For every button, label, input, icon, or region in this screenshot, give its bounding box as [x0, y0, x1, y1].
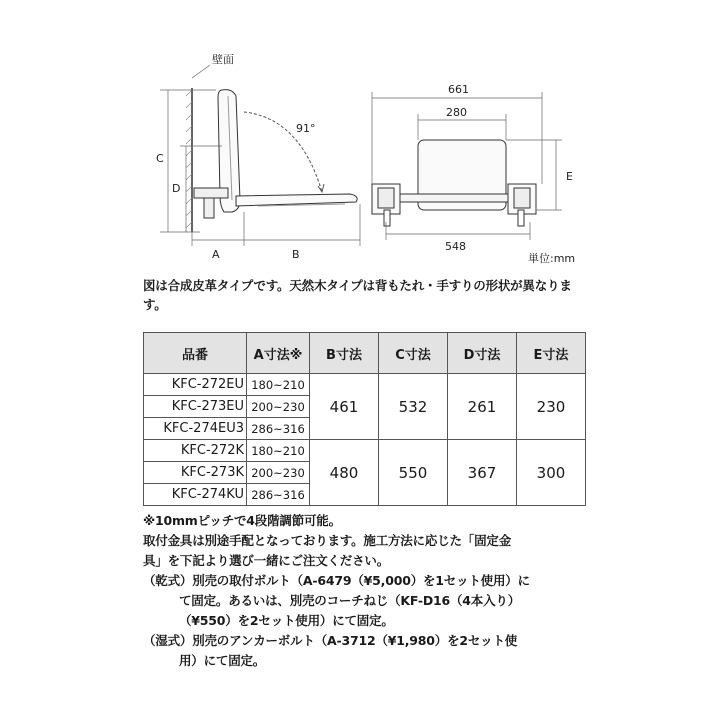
table-row [144, 374, 586, 396]
wet-note-line-2: 用）にて固定。 [179, 653, 266, 668]
model-cell: KFC-274EU3 [144, 418, 247, 440]
e-value-cell: 300 [517, 440, 586, 506]
footnotes [143, 511, 593, 671]
d-value-cell: 261 [448, 374, 517, 440]
table-header-row [144, 333, 586, 374]
c-value-cell: 532 [379, 374, 448, 440]
header-model: 品番 [144, 333, 247, 374]
a-range-cell: 200~230 [247, 396, 310, 418]
width-total-label: 661 [448, 83, 469, 96]
header-b: B寸法 [310, 333, 379, 374]
a-range-cell: 180~210 [247, 374, 310, 396]
angle-label: 91° [296, 122, 316, 135]
dry-note-line-1: （乾式）別売の取付ボルト（A-6479（¥5,000）を1セット使用）に [143, 573, 530, 588]
dim-d-label: D [172, 182, 181, 195]
e-value-cell: 230 [517, 374, 586, 440]
model-cell: KFC-273K [144, 462, 247, 484]
a-range-cell: 286~316 [247, 484, 310, 506]
b-value-cell: 461 [310, 374, 379, 440]
dim-e-label: E [566, 170, 573, 183]
wet-note-line-1: （湿式）別売のアンカーボルト（A-3712（¥1,980）を2セット使 [143, 633, 518, 648]
dim-b-label: B [292, 248, 300, 261]
model-cell: KFC-272EU [144, 374, 247, 396]
model-cell: KFC-274KU [144, 484, 247, 506]
a-range-cell: 180~210 [247, 440, 310, 462]
dim-c-label: C [156, 152, 164, 165]
wall-label: 壁面 [212, 53, 234, 66]
a-range-cell: 286~316 [247, 418, 310, 440]
header-c: C寸法 [379, 333, 448, 374]
front-view [372, 92, 562, 240]
caption: 図は合成皮革タイプです。天然木タイプは背もたれ・手すりの形状が異なります。 [143, 278, 572, 312]
pitch-note: ※10mmピッチで4段階調節可能。 [143, 513, 341, 528]
unit-label: 単位:mm [528, 252, 576, 265]
header-e: E寸法 [517, 333, 586, 374]
dry-note-line-3: （¥550）を2セット使用）にて固定。 [179, 613, 394, 628]
model-cell: KFC-272K [144, 440, 247, 462]
side-view [160, 65, 360, 246]
b-value-cell: 480 [310, 440, 379, 506]
table-row [144, 440, 586, 462]
fitting-note-line-2: 具」を下記より選び一緒にご注文ください。 [143, 553, 390, 568]
d-value-cell: 367 [448, 440, 517, 506]
c-value-cell: 550 [379, 440, 448, 506]
a-range-cell: 200~230 [247, 462, 310, 484]
header-a: A寸法※ [247, 333, 310, 374]
model-cell: KFC-273EU [144, 396, 247, 418]
header-d: D寸法 [448, 333, 517, 374]
dim-a-label: A [212, 248, 220, 261]
spec-table [143, 332, 586, 506]
dry-note-line-2: て固定。あるいは、別売のコーチねじ（KF-D16（4本入り） [179, 593, 520, 608]
width-bottom-label: 548 [445, 240, 466, 253]
product-diagram [0, 0, 720, 280]
fitting-note-line-1: 取付金具は別途手配となっております。施工方法に応じた「固定金 [143, 533, 512, 548]
width-back-label: 280 [446, 106, 467, 119]
